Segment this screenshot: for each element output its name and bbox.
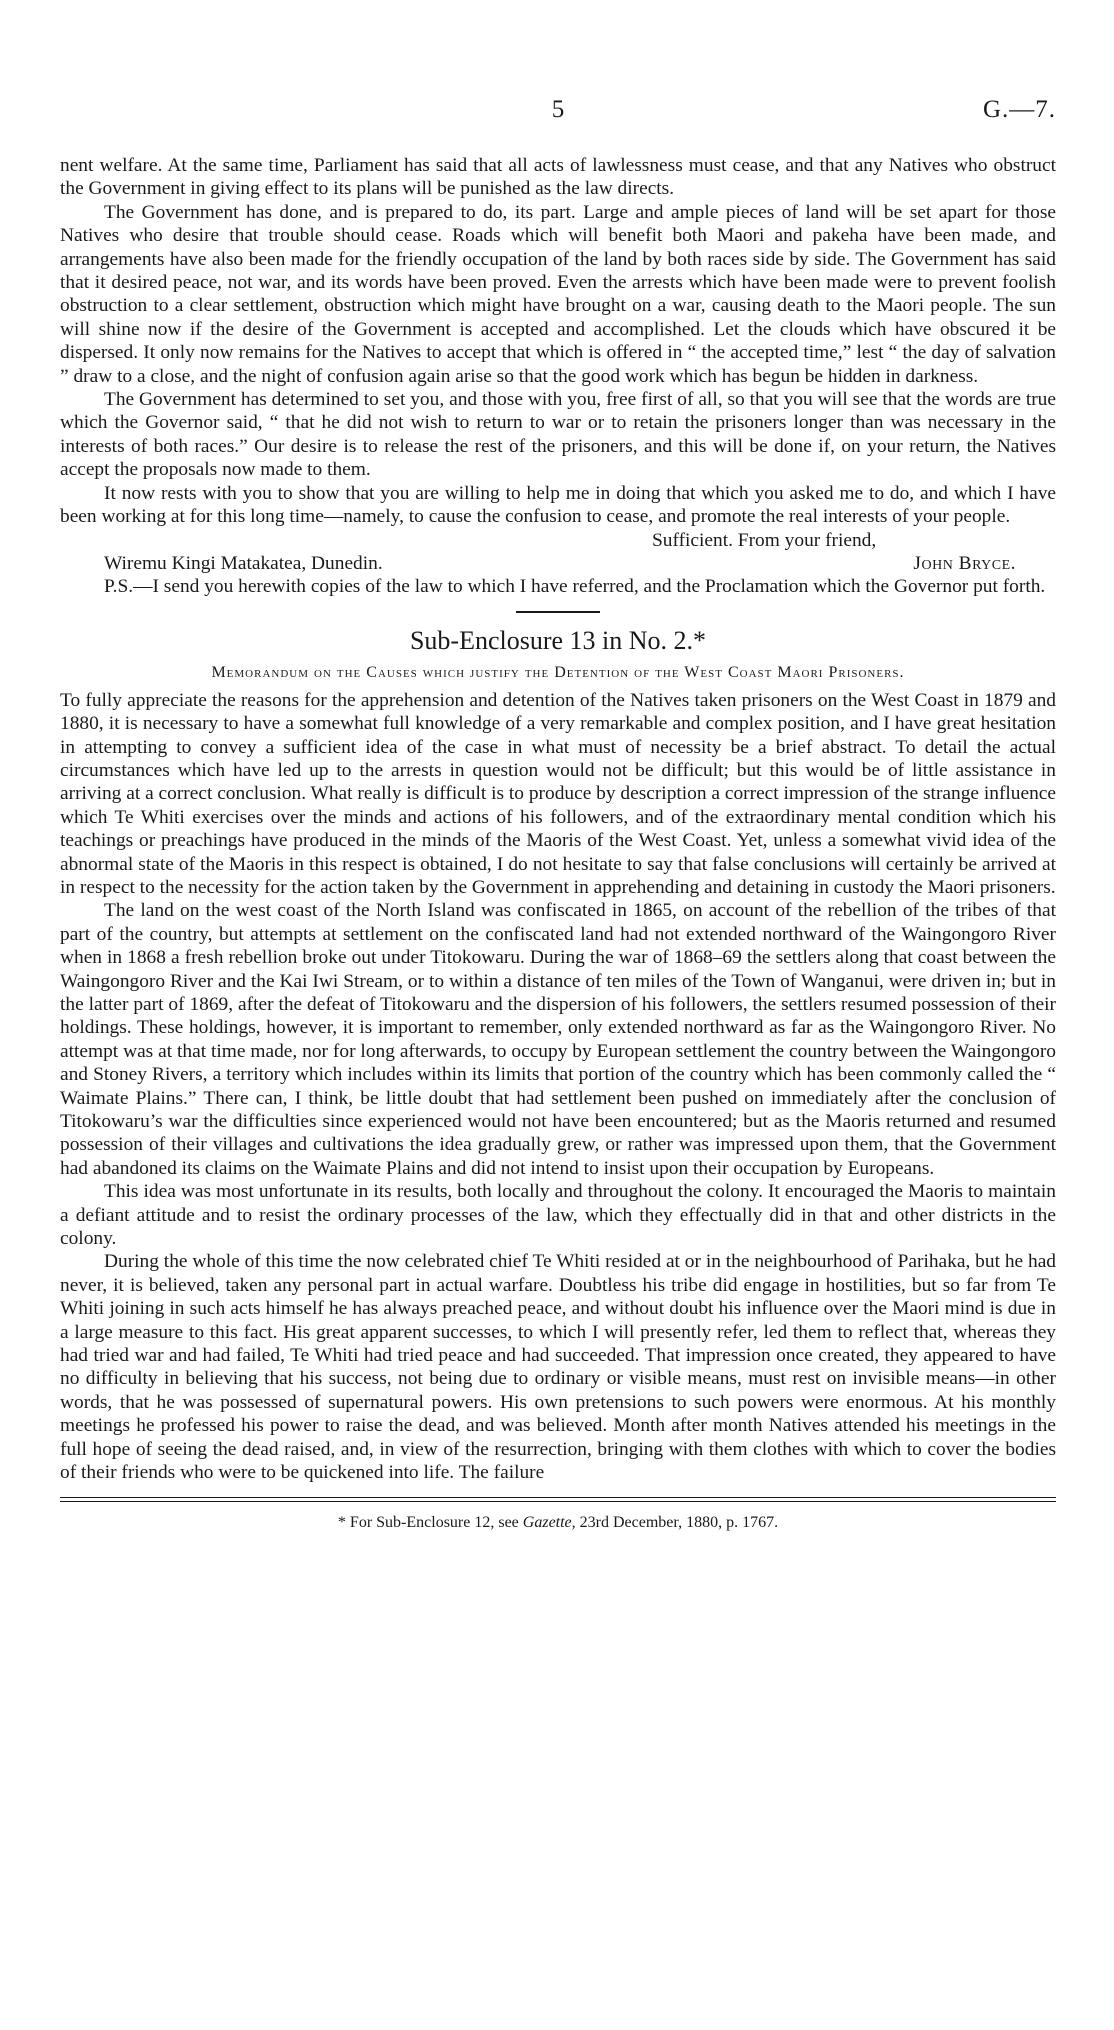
letter-paragraph: The Government has determined to set you, and those with you, free first of all, so that you will see that the words are true which the Governor said, “ that he did not wish to return to war or to retain the prisoners longer than was necessary in the interests of both races.” Our desire is to release the rest of the prisoners, and this will be done if, on your return, the Natives accept the proposals now made to them. [60, 389, 1056, 481]
letter-paragraph: It now rests with you to show that you are willing to help me in doing that which you asked me to do, and which I have been working at for this long time—namely, to cause the confusion to cease, and promote the real interests of your people. [60, 482, 1056, 528]
footnote-rule [60, 1501, 1056, 1502]
signature: John Bryce. [913, 552, 1016, 574]
memorandum-paragraph: During the whole of this time the now celebrated chief Te Whiti resided at or in the neighbourhood of Parihaka, but he had never, it is believed, taken any personal part in actual warfare. Doubtless his tribe did engage in hostilities, but so far from Te Whiti joining in such acts himself he has always preached peace, and without doubt his influence over the Maori mind is due in a large measure to this fact. His great apparent successes, to which I will presently refer, led them to reflect that, whereas they had tried war and had failed, Te Whiti had tried peace and had succeeded. That impression once created, they appeared to have no difficulty in believing that his success, not being due to ordinary or visible means, must rest on invisible means—in other words, that he was possessed of supernatural powers. His own pretensions to such powers were enormous. At his monthly meetings he professed his power to raise the dead, and was believed. Month after month Natives attended his meetings in the full hope of seeing the dead raised, and, in view of the resurrection, bringing with them clothes with which to cover the bodies of their friends who were to be quickened into life. The failure [60, 1251, 1056, 1484]
footnote [60, 1512, 1056, 1534]
memorandum-title: Memorandum on the Causes which justify the Detention of the West Coast Maori Prisoners. [211, 663, 905, 681]
footnote-prefix: * For Sub-Enclosure 12, see [337, 1513, 523, 1531]
page-header [60, 0, 1056, 123]
page-reference: G.—7. [982, 96, 1056, 123]
closing-text: Sufficient. From your friend, [652, 529, 877, 551]
page-number: 5 [551, 96, 565, 123]
letter-section [60, 154, 1056, 599]
memorandum-paragraph: To fully appreciate the reasons for the apprehension and detention of the Natives taken prisoners on the West Coast in 1879 and 1880, it is necessary to have a somewhat full knowledge of a very remarkable and complex position, and I have great hesitation in attempting to convey a sufficient idea of the case in what must of necessity be a brief abstract. To detail the actual circumstances which have led up to the arrests in question would not be difficult; but this would be of little assistance in arriving at a correct conclusion. What really is difficult is to produce by description a correct impression of the strange influence which Te Whiti exercises over the minds and actions of his followers, and of the extraordinary mental condition which his teachings or preachings have produced in the minds of the Maoris of the West Coast. Yet, unless a somewhat vivid idea of the abnormal state of the Maoris in this respect is obtained, I do not hesitate to say that false conclusions will certainly be arrived at in respect to the necessity for the action taken by the Government in apprehending and detaining in custody the Maori prisoners. [60, 689, 1056, 898]
footnote-rule [60, 1497, 1056, 1498]
section-divider [516, 611, 600, 613]
addressee: Wiremu Kingi Matakatea, Dunedin. [104, 552, 383, 574]
closing-line [60, 529, 1056, 552]
addressee-line [60, 552, 1056, 575]
letter-paragraph: nent welfare. At the same time, Parliament has said that all acts of lawlessness must cease, and that any Natives who obstruct the Government in giving effect to its plans will be punished as the law directs. [60, 155, 1056, 200]
footnote-suffix: 23rd December, 1880, p. 1767. [575, 1513, 779, 1531]
memorandum-paragraph: The land on the west coast of the North Island was confiscated in 1865, on account of the rebellion of the tribes of that part of the country, but attempts at settlement on the confiscated land had not extended northward of the Waingongoro River when in 1868 a fresh rebellion broke out under Titokowaru. During the war of 1868–69 the settlers along that coast between the Waingongoro River and the Kai Iwi Stream, or to within a distance of ten miles of the Town of Wanganui, were driven in; but in the latter part of 1869, after the defeat of Titokowaru and the dispersion of his followers, the settlers resumed possession of their holdings. These holdings, however, it is important to remember, only extended northward as far as the Waingongoro River. No attempt was at that time made, nor for long afterwards, to occupy by European settlement the country between the Waingongoro and Stoney Rivers, a territory which includes within its limits that portion of the country which has been commonly called the “ Waimate Plains.” There can, I think, be little doubt that had settlement been pushed on immediately after the conclusion of Titokowaru’s war the difficulties since experienced would not have been encountered; but as the Maoris returned and resumed possession of their villages and cultivations the idea gradually grew, or rather was impressed upon them, that the Government had abandoned its claims on the Waimate Plains and did not intend to insist upon their occupation by Europeans. [60, 900, 1056, 1179]
enclosure-section [60, 625, 1056, 1485]
footnote-gazette: Gazette, [522, 1513, 576, 1531]
postscript: P.S.—I send you herewith copies of the law to which I have referred, and the Proclamation which the Governor put forth. [104, 576, 1046, 598]
enclosure-title: Sub-Enclosure 13 in No. 2.* [409, 625, 707, 655]
document-page [60, 0, 1056, 2030]
letter-paragraph: The Government has done, and is prepared to do, its part. Large and ample pieces of land will be set apart for those Natives who desire that trouble should cease. Roads which will benefit both Maori and pakeha have been made, and arrangements have also been made for the friendly occupation of the land by both races side by side. The Government has said that it desired peace, not war, and its words have been proved. Even the arrests which have been made were to prevent foolish obstruction to a clear settlement, obstruction which might have brought on a war, causing death to the Maori people. The sun will shine now if the desire of the Government is accepted and accomplished. Let the clouds which have obscured it be dispersed. It only now remains for the Natives to accept that which is offered in “ the accepted time,” lest “ the day of salvation ” draw to a close, and the night of confusion again arise so that the good work which has begun be hidden in darkness. [60, 201, 1056, 387]
memorandum-paragraph: This idea was most unfortunate in its results, both locally and throughout the colony. It encouraged the Maoris to maintain a defiant attitude and to resist the ordinary processes of the law, which they effectually did in that and other districts in the colony. [60, 1181, 1056, 1250]
